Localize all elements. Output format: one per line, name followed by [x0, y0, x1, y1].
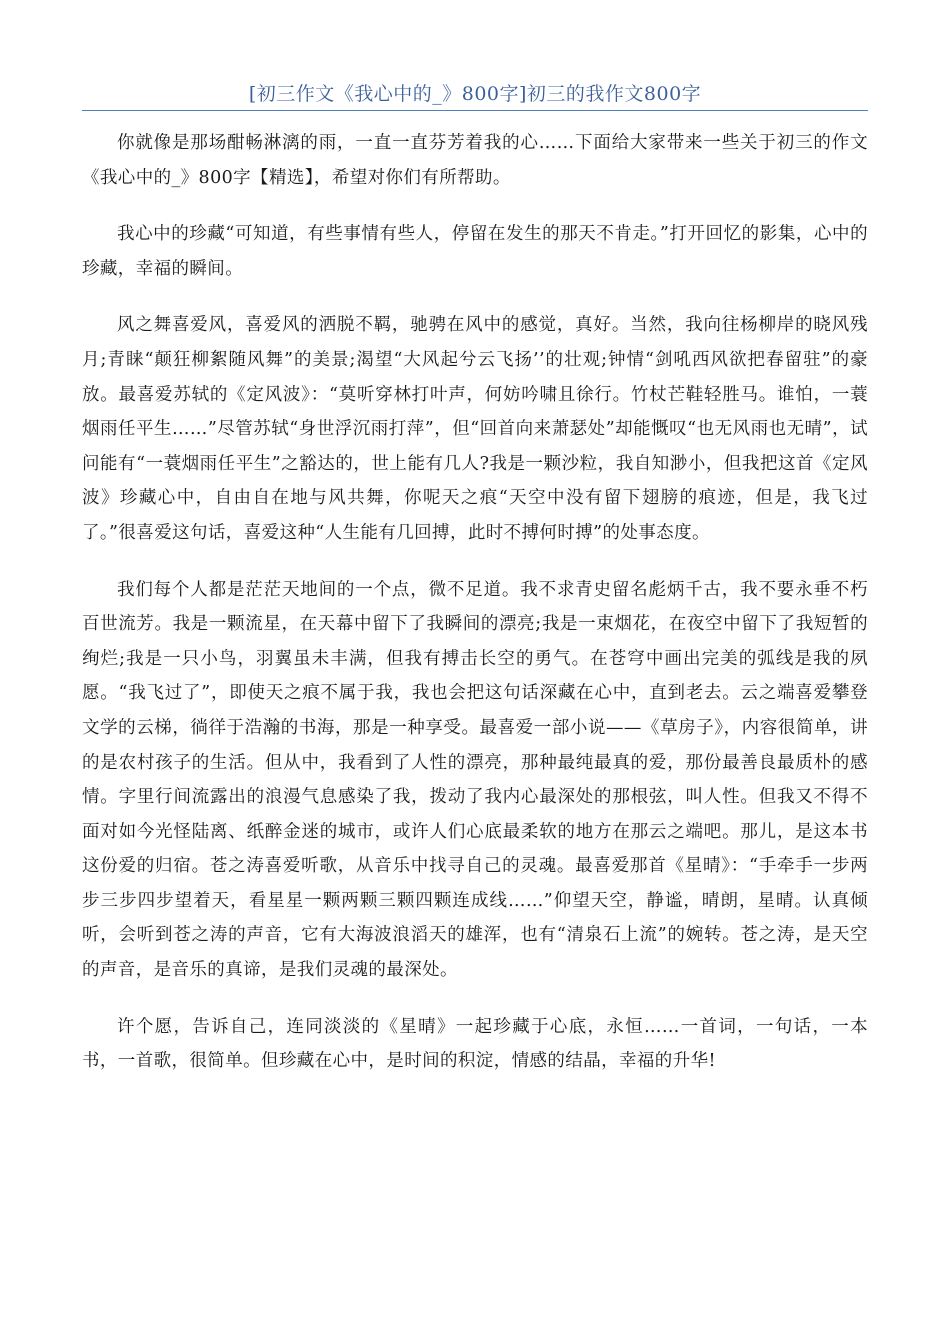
paragraph-intro: 你就像是那场酣畅淋漓的雨，一直一直芬芳着我的心……下面给大家带来一些关于初三的作文《我心中的_》800字【精选】，希望对你们有所帮助。: [82, 133, 868, 188]
document-title: [初三作文《我心中的_》800字]初三的我作文800字: [248, 83, 702, 105]
paragraph-sky-cloud-wave: 我们每个人都是茫茫天地间的一个点，微不足道。我不求青史留名彪炳千古，我不要永垂不朽百世流芳。我是一颗流星，在天幕中留下了我瞬间的漂亮;我是一束烟花，在夜空中留下了我短暂的绚烂;我是一只小鸟，羽翼虽未丰满，但我有搏击长空的勇气。在苍穹中画出完美的弧线是我的夙愿。“我飞过了”，即使天之痕不属于我，我也会把这句话深藏在心中，直到老去。云之端喜爱攀登文学的云梯，徜徉于浩瀚的书海，那是一种享受。最喜爱一部小说——《草房子》，内容很简单，讲的是农村孩子的生活。但从中，我看到了人性的漂亮，那种最纯最真的爱，那份最善良最质朴的感情。字里行间流露出的浪漫气息感染了我，拨动了我内心最深处的那根弦，叫人性。但我又不得不面对如今光怪陆离、纸醉金迷的城市，或许人们心底最柔软的地方在那云之端吧。那儿，是这本书这份爱的归宿。苍之涛喜爱听歌，从音乐中找寻自己的灵魂。最喜爱那首《星晴》：“手牵手一步两步三步四步望着天，看星星一颗两颗三颗四颗连成线……”仰望天空，静谧，晴朗，星晴。认真倾听，会听到苍之涛的声音，它有大海波浪滔天的雄浑，也有“清泉石上流”的婉转。苍之涛，是天空的声音，是音乐的真谛，是我们灵魂的最深处。: [82, 579, 868, 981]
paragraph-conclusion: 许个愿，告诉自己，连同淡淡的《星晴》一起珍藏于心底，永恒……一首词，一句话，一本书，一首歌，很简单。但珍藏在心中，是时间的积淀，情感的结晶，幸福的升华!: [82, 1016, 868, 1072]
paragraph-treasure: 我心中的珍藏“可知道，有些事情有些人，停留在发生的那天不肯走。”打开回忆的影集，心中的珍藏，幸福的瞬间。: [82, 224, 868, 279]
document-body: [82, 126, 868, 1101]
paragraph-wind-dance: 风之舞喜爱风，喜爱风的洒脱不羁，驰骋在风中的感觉，真好。当然，我向往杨柳岸的晓风残月;青睐“颠狂柳絮随风舞”的美景;渴望“大风起兮云飞扬’’的壮观;钟情“剑吼西风欲把春留驻”的豪放。最喜爱苏轼的《定风波》：“莫听穿林打叶声，何妨吟啸且徐行。竹杖芒鞋轻胜马。谁怕，一蓑烟雨任平生……”尽管苏轼“身世浮沉雨打萍”，但“回首向来萧瑟处”却能慨叹“也无风雨也无晴”，试问能有“一蓑烟雨任平生”之豁达的，世上能有几人?我是一颗沙粒，我自知渺小，但我把这首《定风波》珍藏心中，自由自在地与风共舞，你呢天之痕“天空中没有留下翅膀的痕迹，但是，我飞过了。”很喜爱这句话，喜爱这种“人生能有几回搏，此时不搏何时搏”的处事态度。: [82, 315, 868, 543]
page-header: [82, 80, 868, 111]
